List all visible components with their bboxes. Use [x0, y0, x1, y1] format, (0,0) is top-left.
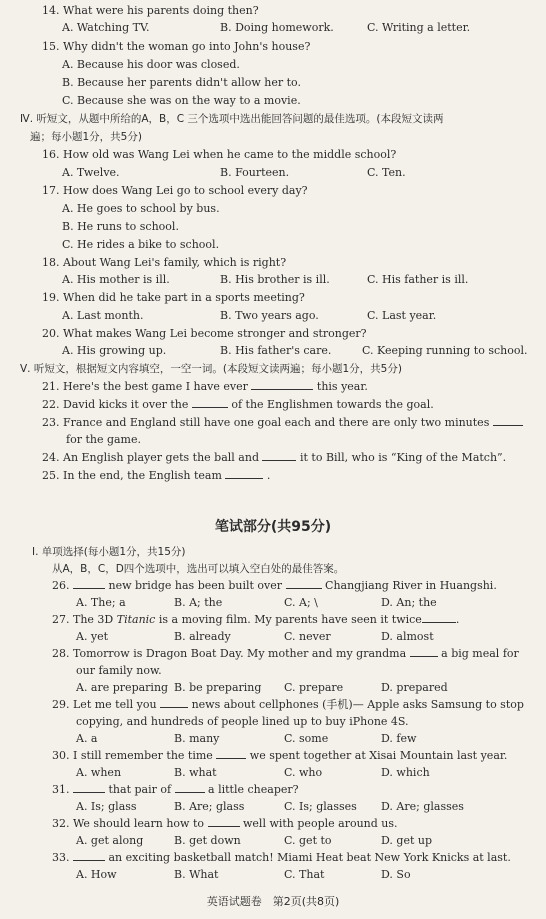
- option-b: B. His brother is ill.: [220, 273, 330, 286]
- answer-blank[interactable]: [73, 579, 105, 589]
- option-a: A. How: [76, 868, 117, 881]
- option-a: A. Last month.: [62, 309, 144, 322]
- answer-blank[interactable]: [225, 469, 263, 479]
- option-a: A. Watching TV.: [62, 21, 150, 34]
- question-text: news about cellphones (手机)— Apple asks Samsung to stop: [191, 698, 524, 711]
- written-part-title: 笔试部分(共95分): [214, 519, 332, 535]
- question-text: this year.: [316, 380, 368, 393]
- question-number: 30.: [52, 749, 70, 762]
- answer-blank[interactable]: [422, 613, 456, 623]
- options-32: [76, 834, 516, 849]
- option-c: C. He rides a bike to school.: [62, 238, 220, 251]
- question-text: an exciting basketball match! Miami Heat beat New York Knicks at last.: [108, 851, 511, 864]
- option-b: B. His father's care.: [220, 344, 332, 357]
- option-c: C. Writing a letter.: [367, 21, 471, 34]
- question-text: Here's the best game I have ever: [63, 380, 248, 393]
- question-stem: Why didn't the woman go into John's house?: [63, 40, 311, 53]
- question-text: Let me tell you: [73, 698, 157, 711]
- question-text: well with people around us.: [243, 817, 398, 830]
- option-a: A. His mother is ill.: [62, 273, 170, 286]
- option-a: A. when: [76, 766, 122, 779]
- question-31: [52, 783, 299, 798]
- question-number: 17.: [42, 184, 60, 197]
- option-a: A. Because his door was closed.: [62, 58, 240, 71]
- question-text: .: [266, 469, 271, 482]
- options-27: [76, 630, 516, 645]
- question-32: [52, 817, 398, 832]
- question-text: it to Bill, who is “King of the Match”.: [299, 451, 507, 464]
- options-20: [62, 344, 532, 359]
- answer-blank[interactable]: [251, 380, 313, 390]
- option-a: A. Twelve.: [62, 166, 120, 179]
- question-text: France and England still have one goal each and there are only two minutes: [63, 416, 490, 429]
- option-b: B. get down: [174, 834, 241, 847]
- option-b: B. Because her parents didn't allow her to.: [62, 76, 301, 89]
- question-stem: When did he take part in a sports meeting?: [63, 291, 305, 304]
- question-text-cont: copying, and hundreds of people lined up to buy iPhone 4S.: [76, 715, 409, 728]
- question-text: I still remember the time: [73, 749, 213, 762]
- option-b: B. already: [174, 630, 231, 643]
- answer-blank[interactable]: [493, 416, 523, 426]
- answer-blank[interactable]: [175, 783, 205, 793]
- option-b: B. He runs to school.: [62, 220, 179, 233]
- question-text: is a moving film. My parents have seen it twice: [158, 613, 422, 626]
- options-14: [62, 21, 532, 36]
- options-16: [62, 166, 532, 181]
- question-23: [42, 416, 523, 431]
- option-b: B. What: [174, 868, 219, 881]
- section-4-heading-cont: 遍；每小题1分，共5分): [30, 131, 142, 143]
- option-d: D. almost: [381, 630, 434, 643]
- question-18: [42, 256, 286, 271]
- option-b: B. Are; glass: [174, 800, 245, 813]
- question-number: 18.: [42, 256, 60, 269]
- question-19: [42, 291, 305, 306]
- option-a: A. His growing up.: [62, 344, 167, 357]
- option-d: D. few: [381, 732, 417, 745]
- option-c: C. That: [284, 868, 325, 881]
- page-footer: 英语试题卷 第2页(共8页): [206, 895, 340, 908]
- option-d: D. An; the: [381, 596, 437, 609]
- options-28: [76, 681, 516, 696]
- question-25: [42, 469, 270, 484]
- answer-blank[interactable]: [208, 817, 240, 827]
- option-c: C. Because she was on the way to a movie.: [62, 94, 301, 107]
- options-29: [76, 732, 516, 747]
- question-16: [42, 148, 396, 163]
- question-30: [52, 749, 507, 764]
- question-text: that pair of: [108, 783, 172, 796]
- option-d: D. So: [381, 868, 411, 881]
- question-text: a big meal for: [441, 647, 519, 660]
- question-15: [42, 40, 310, 55]
- question-stem: How old was Wang Lei when he came to the middle school?: [63, 148, 397, 161]
- question-text: we spent together at Xisai Mountain last year.: [249, 749, 508, 762]
- question-stem: What makes Wang Lei become stronger and stronger?: [63, 327, 367, 340]
- film-title: Titanic: [116, 613, 156, 626]
- question-number: 19.: [42, 291, 60, 304]
- question-17: [42, 184, 308, 199]
- question-27: [52, 613, 459, 628]
- option-a: A. yet: [76, 630, 109, 643]
- options-26: [76, 596, 516, 611]
- question-text: Tomorrow is Dragon Boat Day. My mother and my grandma: [73, 647, 407, 660]
- question-number: 22.: [42, 398, 60, 411]
- question-24: [42, 451, 506, 466]
- question-number: 33.: [52, 851, 70, 864]
- option-c: C. His father is ill.: [367, 273, 469, 286]
- section-1-heading: Ⅰ. 单项选择(每小题1分，共15分): [32, 546, 186, 558]
- question-number: 25.: [42, 469, 60, 482]
- question-text: The 3D: [73, 613, 114, 626]
- question-28: [52, 647, 519, 662]
- question-number: 23.: [42, 416, 60, 429]
- question-number: 16.: [42, 148, 60, 161]
- question-number: 21.: [42, 380, 60, 393]
- question-number: 15.: [42, 40, 60, 53]
- option-c: C. Ten.: [367, 166, 406, 179]
- question-33: [52, 851, 511, 866]
- question-number: 20.: [42, 327, 60, 340]
- question-14: [42, 4, 259, 19]
- question-number: 24.: [42, 451, 60, 464]
- option-a: A. get along: [76, 834, 144, 847]
- question-text: In the end, the English team: [63, 469, 222, 482]
- option-a: A. Is; glass: [76, 800, 137, 813]
- option-b: B. what: [174, 766, 217, 779]
- option-b: B. A; the: [174, 596, 223, 609]
- options-19: [62, 309, 532, 324]
- section-5-heading: Ⅴ. 听短文，根据短文内容填空，一空一词。(本段短文读两遍；每小题1分，共5分): [20, 363, 402, 375]
- question-stem: What were his parents doing then?: [63, 4, 259, 17]
- option-b: B. Two years ago.: [220, 309, 319, 322]
- section-4-heading: Ⅳ. 听短文，从题中所给的A，B，C 三个选项中选出能回答问题的最佳选项。(本段短文读两: [20, 113, 444, 125]
- options-31: [76, 800, 516, 815]
- option-d: D. Are; glasses: [381, 800, 464, 813]
- option-c: C. Keeping running to school.: [362, 344, 528, 357]
- option-a: A. are preparing: [76, 681, 169, 694]
- question-22: [42, 398, 434, 413]
- question-text-cont: for the game.: [66, 433, 141, 446]
- option-c: C. Last year.: [367, 309, 437, 322]
- option-c: C. get to: [284, 834, 332, 847]
- question-20: [42, 327, 367, 342]
- question-stem: How does Wang Lei go to school every day?: [63, 184, 308, 197]
- question-21: [42, 380, 368, 395]
- answer-blank[interactable]: [192, 398, 228, 408]
- question-number: 27.: [52, 613, 70, 626]
- option-c: C. never: [284, 630, 331, 643]
- option-b: B. many: [174, 732, 220, 745]
- question-number: 31.: [52, 783, 70, 796]
- question-text: An English player gets the ball and: [63, 451, 259, 464]
- answer-blank[interactable]: [286, 579, 322, 589]
- option-c: C. who: [284, 766, 323, 779]
- options-33: [76, 868, 516, 883]
- answer-blank[interactable]: [216, 749, 246, 759]
- question-number: 28.: [52, 647, 70, 660]
- question-number: 26.: [52, 579, 70, 592]
- option-b: B. Fourteen.: [220, 166, 290, 179]
- option-d: D. prepared: [381, 681, 448, 694]
- option-c: C. some: [284, 732, 329, 745]
- answer-blank[interactable]: [73, 851, 105, 861]
- option-a: A. He goes to school by bus.: [62, 202, 220, 215]
- question-text: Changjiang River in Huangshi.: [325, 579, 497, 592]
- answer-blank[interactable]: [410, 647, 438, 657]
- question-text: a little cheaper?: [208, 783, 299, 796]
- option-d: D. which: [381, 766, 430, 779]
- options-18: [62, 273, 532, 288]
- options-30: [76, 766, 516, 781]
- option-a: A. a: [76, 732, 98, 745]
- question-number: 29.: [52, 698, 70, 711]
- answer-blank[interactable]: [262, 451, 296, 461]
- question-26: [52, 579, 497, 594]
- option-c: C. Is; glasses: [284, 800, 357, 813]
- question-text: David kicks it over the: [63, 398, 189, 411]
- option-c: C. prepare: [284, 681, 344, 694]
- question-text: .: [455, 613, 460, 626]
- question-number: 14.: [42, 4, 60, 17]
- option-a: A. The; a: [76, 596, 126, 609]
- option-b: B. Doing homework.: [220, 21, 334, 34]
- option-b: B. be preparing: [174, 681, 262, 694]
- question-text: We should learn how to: [73, 817, 204, 830]
- question-text-cont: our family now.: [76, 664, 162, 677]
- question-29: [52, 698, 524, 713]
- option-d: D. get up: [381, 834, 433, 847]
- answer-blank[interactable]: [160, 698, 188, 708]
- question-stem: About Wang Lei's family, which is right?: [63, 256, 287, 269]
- option-c: C. A; \: [284, 596, 318, 609]
- question-text: of the Englishmen towards the goal.: [231, 398, 434, 411]
- question-text: new bridge has been built over: [108, 579, 283, 592]
- answer-blank[interactable]: [73, 783, 105, 793]
- section-1-instructions: 从A，B，C，D四个选项中，选出可以填入空白处的最佳答案。: [52, 563, 345, 575]
- question-number: 32.: [52, 817, 70, 830]
